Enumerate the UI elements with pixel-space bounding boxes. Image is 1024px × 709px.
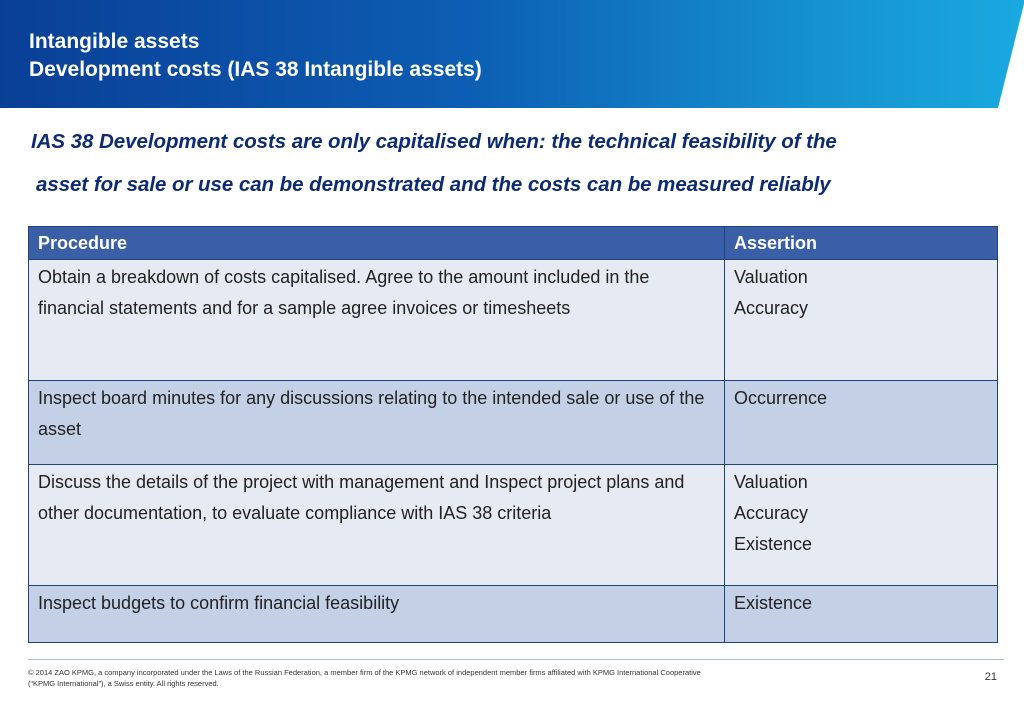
assertion-cell <box>725 586 998 643</box>
assertion-item: Existence <box>734 534 813 554</box>
copyright-line-1: © 2014 ZAO KPMG, a company incorporated under the Laws of the Russian Federation, a member firm of the KPMG network of independent member firms affiliated with KPMG International Cooperative <box>28 668 701 677</box>
copyright-line-2: (“KPMG International”), a Swiss entity. All rights reserved. <box>28 679 219 688</box>
procedures-table <box>28 226 998 643</box>
intro-statement <box>31 120 991 206</box>
assertion-cell <box>725 260 998 381</box>
procedure-cell: Inspect budgets to confirm financial feasibility <box>29 586 725 643</box>
assertion-item: Valuation <box>734 267 808 287</box>
assertion-cell <box>725 465 998 586</box>
table-row <box>29 381 998 465</box>
column-header-procedure: Procedure <box>29 227 725 260</box>
assertion-item: Accuracy <box>734 503 809 523</box>
procedure-cell: Obtain a breakdown of costs capitalised. Agree to the amount included in the financial statements and for a sample agree invoices or timesheets <box>29 260 725 381</box>
table-header-row <box>29 227 998 260</box>
table-row <box>29 465 998 586</box>
assertion-item: Valuation <box>734 472 808 492</box>
slide-subtitle: Development costs (IAS 38 Intangible assets) <box>29 58 482 81</box>
table-row <box>29 586 998 643</box>
footer-divider <box>28 659 1004 660</box>
procedure-cell: Inspect board minutes for any discussions relating to the intended sale or use of the asset <box>29 381 725 465</box>
table-row <box>29 260 998 381</box>
intro-line-1: IAS 38 Development costs are only capitalised when: the technical feasibility of the <box>31 130 837 153</box>
assertion-item: Occurrence <box>734 388 828 408</box>
page-number: 21 <box>984 671 997 683</box>
column-header-assertion: Assertion <box>725 227 998 260</box>
procedure-cell: Discuss the details of the project with management and Inspect project plans and other documentation, to evaluate compliance with IAS 38 criteria <box>29 465 725 586</box>
slide-title: Intangible assets <box>29 30 200 53</box>
assertion-item: Existence <box>734 593 813 613</box>
assertion-item: Accuracy <box>734 298 809 318</box>
assertion-cell <box>725 381 998 465</box>
intro-line-2: asset for sale or use can be demonstrated and the costs can be measured reliably <box>36 173 831 196</box>
copyright-notice <box>28 667 788 689</box>
